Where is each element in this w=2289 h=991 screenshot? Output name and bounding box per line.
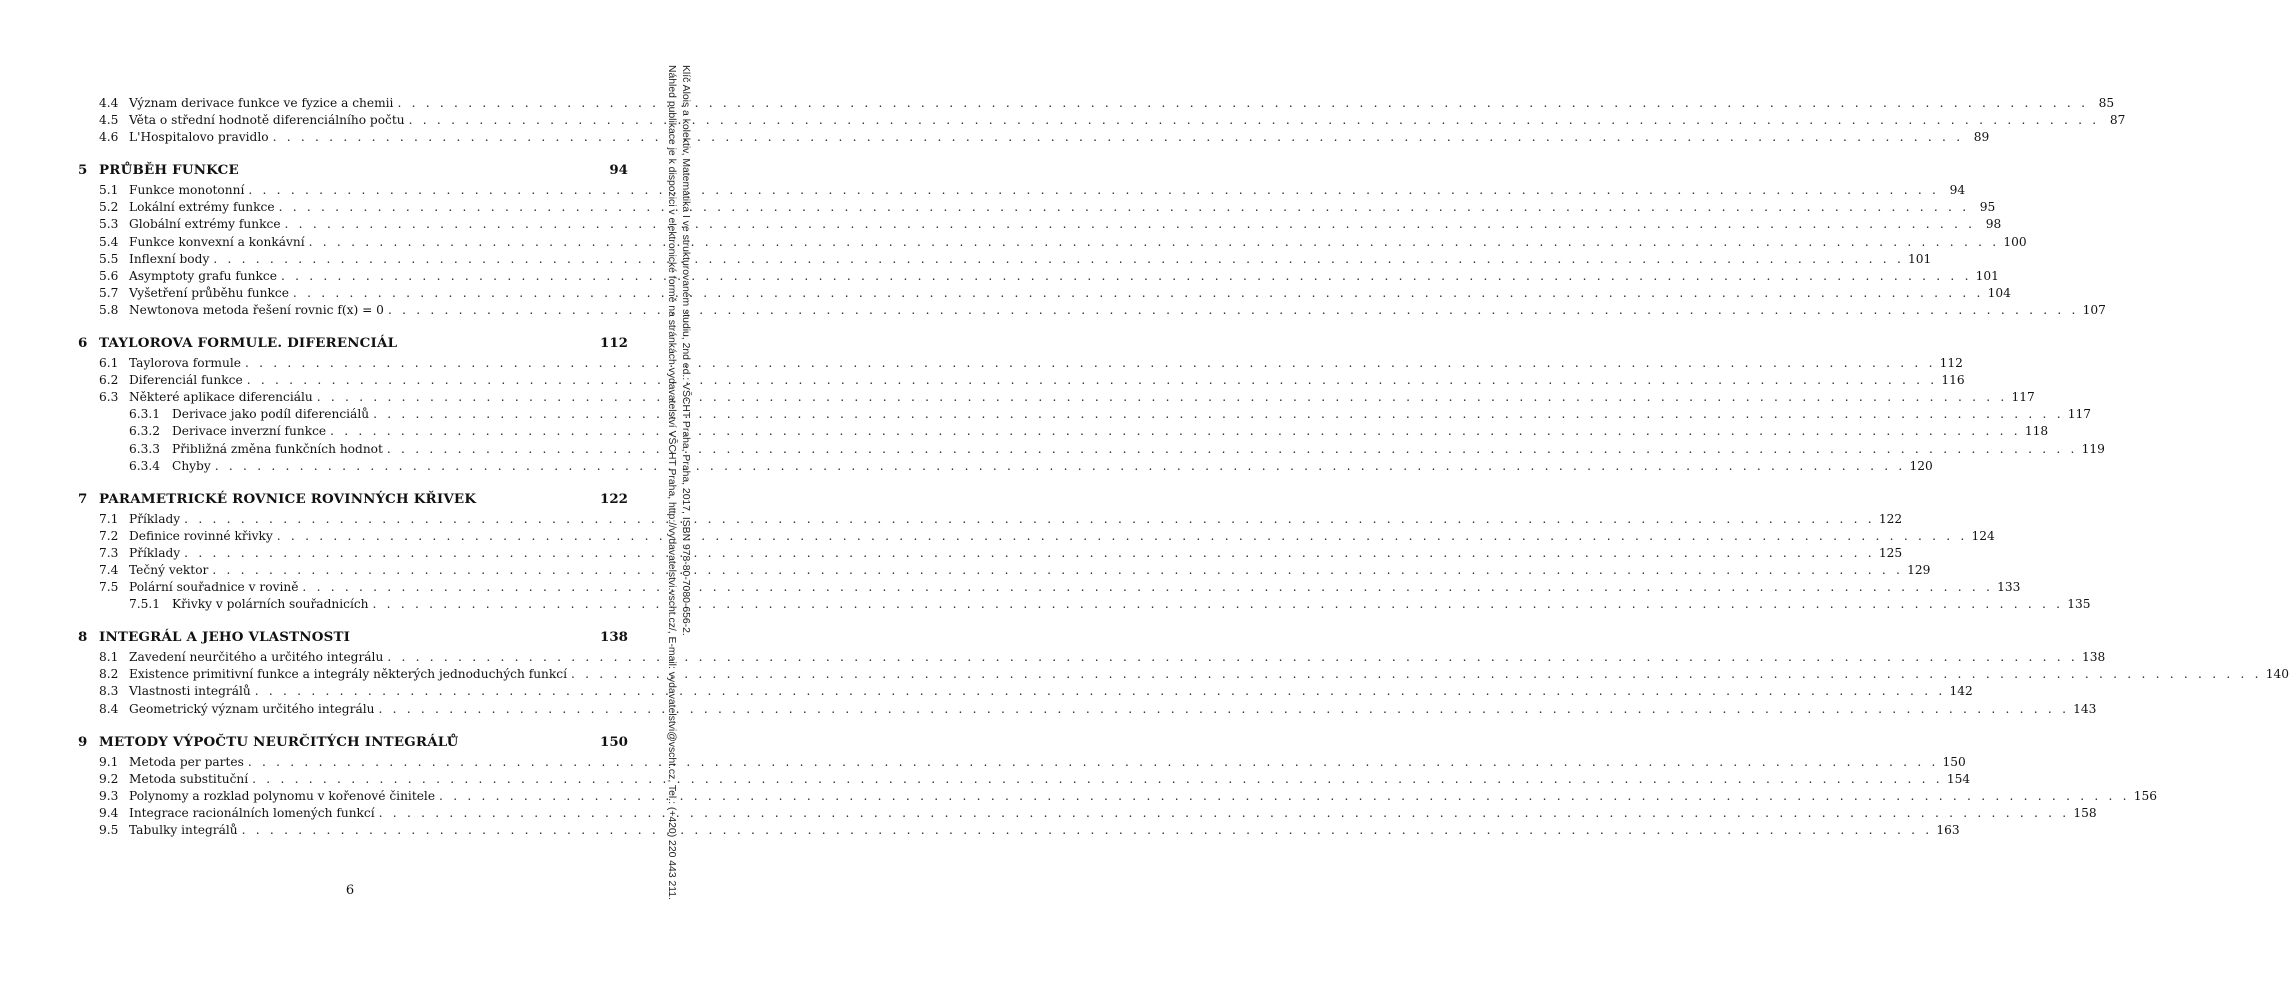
section-page: 118 bbox=[2024, 424, 2049, 439]
dot-leader: . . . . . . . . . . . . . . . . . . . . . . . . . . . . . . . . . . . . . . . . . . . . . . . . . . . . . . . . . . . . . . . . . . . . . . . . . . . . . . . . . . . . . . . . . . . . . . . . . . . . . . . . . . . . . . . . . . . . . . . . bbox=[212, 562, 1904, 577]
section-title: Asymptoty grafu funkce bbox=[129, 268, 281, 285]
chapter-title: INTEGRÁL A JEHO VLASTNOSTI bbox=[99, 629, 351, 646]
section-page: 119 bbox=[2081, 441, 2105, 456]
section-title: Inflexní body bbox=[129, 251, 213, 268]
section-page: 101 bbox=[1908, 251, 1932, 266]
section-number: 5.5 bbox=[99, 251, 119, 266]
section-title: Polynomy a rozklad polynomu v kořenové činitele bbox=[129, 788, 439, 805]
toc-section[interactable] bbox=[78, 112, 2126, 129]
section-title: Věta o střední hodnotě diferenciálního počtu bbox=[129, 112, 409, 129]
section-title: Chyby bbox=[172, 458, 215, 475]
dot-leader: . . . . . . . . . . . . . . . . . . . . . . . . . . . . . . . . . . . . . . . . . . . . . . . . . . . . . . . . . . . . . . . . . . . . . . . . . . . . . . . . . . . . . . . . . . . . . . . . . . . . . . . . . . . . . . . . . . . . . . . . bbox=[284, 217, 1976, 232]
section-title: Newtonova metoda řešení rovnic f(x) = 0 bbox=[129, 302, 388, 319]
section-number: 6.3.2 bbox=[129, 424, 161, 439]
toc-section[interactable] bbox=[78, 788, 2158, 805]
section-title: Funkce konvexní a konkávní bbox=[129, 234, 309, 251]
section-number: 4.5 bbox=[99, 113, 119, 128]
toc-section[interactable] bbox=[78, 234, 2027, 251]
chapter-heading[interactable] bbox=[78, 334, 628, 353]
section-title: Derivace inverzní funkce bbox=[172, 423, 330, 440]
section-page: 116 bbox=[1941, 373, 1965, 388]
dot-leader: . . . . . . . . . . . . . . . . . . . . . . . . . . . . . . . . . . . . . . . . . . . . . . . . . . . . . . . . . . . . . . . . . . . . . . . . . . . . . . . . . . . . . . . . . . . . . . . . . . . . . . . . . . . . . . . . . . . . . . . . bbox=[387, 650, 2079, 665]
chapter-page: 138 bbox=[600, 629, 628, 646]
section-title: Diferenciál funkce bbox=[129, 372, 247, 389]
section-page: 117 bbox=[2067, 407, 2092, 422]
section-number: 8.1 bbox=[99, 650, 119, 665]
toc-section[interactable] bbox=[78, 528, 1995, 545]
dot-leader: . . . . . . . . . . . . . . . . . . . . . . . . . . . . . . . . . . . . . . . . . . . . . . . . . . . . . . . . . . . . . . . . . . . . . . . . . . . . . . . . . . . . . . . . . . . . . . . . . . . . . . . . . . . . . . . . . . . . . . . . bbox=[408, 113, 2100, 128]
section-title: Existence primitivní funkce a integrály některých jednoduchých funkcí bbox=[129, 666, 571, 683]
chapter-title: TAYLOROVA FORMULE. DIFERENCIÁL bbox=[99, 335, 398, 352]
section-title: Příklady bbox=[129, 511, 184, 528]
dot-leader: . . . . . . . . . . . . . . . . . . . . . . . . . . . . . . . . . . . . . . . . . . . . . . . . . . . . . . . . . . . . . . . . . . . . . . . . . . . . . . . . . . . . . . . . . . . . . . . . . . . . . . . . . . . . . . . . . . . . . . . . bbox=[397, 96, 2089, 110]
section-title: Metoda per partes bbox=[129, 754, 248, 771]
section-title: Tabulky integrálů bbox=[129, 822, 242, 839]
section-number: 7.5.1 bbox=[129, 597, 161, 612]
section-number: 8.3 bbox=[99, 684, 119, 699]
dot-leader: . . . . . . . . . . . . . . . . . . . . . . . . . . . . . . . . . . . . . . . . . . . . . . . . . . . . . . . . . . . . . . . . . . . . . . . . . . . . . . . . . . . . . . . . . . . . . . . . . . . . . . . . . . . . . . . . . . . . . . . . bbox=[254, 684, 1946, 699]
toc-section[interactable] bbox=[78, 389, 2035, 406]
section-number: 5.4 bbox=[99, 234, 119, 249]
section-title: Křivky v polárních souřadnicích bbox=[172, 596, 373, 613]
dot-leader: . . . . . . . . . . . . . . . . . . . . . . . . . . . . . . . . . . . . . . . . . . . . . . . . . . . . . . . . . . . . . . . . . . . . . . . . . . . . . . . . . . . . . . . . . . . . . . . . . . . . . . . . . . . . . . . . . . . . . . . . bbox=[372, 597, 2064, 612]
toc-section[interactable] bbox=[78, 268, 1999, 285]
dot-leader: . . . . . . . . . . . . . . . . . . . . . . . . . . . . . . . . . . . . . . . . . . . . . . . . . . . . . . . . . . . . . . . . . . . . . . . . . . . . . . . . . . . . . . . . . . . . . . . . . . . . . . . . . . . . . . . . . . . . . . . . bbox=[308, 234, 2000, 249]
toc-subsection[interactable] bbox=[78, 423, 2049, 440]
dot-leader: . . . . . . . . . . . . . . . . . . . . . . . . . . . . . . . . . . . . . . . . . . . . . . . . . . . . . . . . . . . . . . . . . . . . . . . . . . . . . . . . . . . . . . . . . . . . . . . . . . . . . . . . . . . . . . . . . . . . . . . . bbox=[330, 424, 2021, 439]
section-title: Globální extrémy funkce bbox=[129, 216, 285, 233]
dot-leader: . . . . . . . . . . . . . . . . . . . . . . . . . . . . . . . . . . . . . . . . . . . . . . . . . . . . . . . . . . . . . . . . . . . . . . . . . . . . . . . . . . . . . . . . . . . . . . . . . . . . . . . . . . . . . . . . . . . . . . . . bbox=[373, 407, 2064, 422]
section-title: Tečný vektor bbox=[129, 562, 212, 579]
section-page: 104 bbox=[1987, 285, 2011, 300]
section-page: 163 bbox=[1936, 823, 1960, 837]
section-page: 150 bbox=[1942, 754, 1966, 769]
dot-leader: . . . . . . . . . . . . . . . . . . . . . . . . . . . . . . . . . . . . . . . . . . . . . . . . . . . . . . . . . . . . . . . . . . . . . . . . . . . . . . . . . . . . . . . . . . . . . . . . . . . . . . . . . . . . . . . . . . . . . . . . bbox=[571, 667, 2262, 682]
section-page: 101 bbox=[1975, 268, 1999, 283]
section-page: 154 bbox=[1946, 771, 1971, 786]
toc-section[interactable] bbox=[78, 579, 2021, 596]
section-title: Geometrický význam určitého integrálu bbox=[129, 701, 378, 718]
section-title: Vlastnosti integrálů bbox=[129, 683, 255, 700]
dot-leader: . . . . . . . . . . . . . . . . . . . . . . . . . . . . . . . . . . . . . . . . . . . . . . . . . . . . . . . . . . . . . . . . . . . . . . . . . . . . . . . . . . . . . . . . . . . . . . . . . . . . . . . . . . . . . . . . . . . . . . . . bbox=[213, 251, 1905, 266]
section-page: 135 bbox=[2067, 597, 2091, 612]
toc-section[interactable] bbox=[78, 285, 2011, 302]
toc-subsection[interactable] bbox=[78, 596, 2091, 613]
section-page: 156 bbox=[2133, 788, 2158, 803]
chapter-page: 150 bbox=[600, 733, 628, 750]
citation-line: Klíč Alois a kolektiv, Matematika I ve strukturovaném studiu, 2nd ed.: VŠCHT Praha, Praha, 2017, ISBN 978-80-7080-656-2. bbox=[680, 65, 691, 636]
chapter-page: 122 bbox=[600, 490, 628, 507]
section-number: 5.3 bbox=[99, 217, 119, 232]
dot-leader: . . . . . . . . . . . . . . . . . . . . . . . . . . . . . . . . . . . . . . . . . . . . . . . . . . . . . . . . . . . . . . . . . . . . . . . . . . . . . . . . . . . . . . . . . . . . . . . . . . . . . . . . . . . . . . . . . . . . . . . . bbox=[247, 754, 1939, 769]
dot-leader: . . . . . . . . . . . . . . . . . . . . . . . . . . . . . . . . . . . . . . . . . . . . . . . . . . . . . . . . . . . . . . . . . . . . . . . . . . . . . . . . . . . . . . . . . . . . . . . . . . . . . . . . . . . . . . . . . . . . . . . . bbox=[292, 285, 1984, 300]
section-number: 7.1 bbox=[99, 511, 119, 526]
chapter-number: 5 bbox=[78, 162, 88, 179]
chapter-number: 7 bbox=[78, 490, 88, 507]
toc-section[interactable] bbox=[78, 649, 2106, 666]
section-number: 8.2 bbox=[99, 667, 119, 682]
section-number: 7.3 bbox=[99, 545, 119, 560]
section-number: 9.4 bbox=[99, 805, 119, 820]
toc-section[interactable] bbox=[78, 666, 2289, 683]
availability-line: Náhled publikace je k dispozici v elektronické formě na stránkách vydavatelství VŠCHT Praha, http://vydavatelstvi.vscht.cz/, E-mail: vydavatelstvi@vscht.cz, Tel.: (+420) 220 443 211. bbox=[666, 65, 677, 900]
section-number: 5.8 bbox=[99, 302, 119, 317]
section-page: 107 bbox=[2082, 302, 2106, 317]
section-title: Integrace racionálních lomených funkcí bbox=[129, 805, 379, 822]
section-number: 5.2 bbox=[99, 200, 119, 215]
dot-leader: . . . . . . . . . . . . . . . . . . . . . . . . . . . . . . . . . . . . . . . . . . . . . . . . . . . . . . . . . . . . . . . . . . . . . . . . . . . . . . . . . . . . . . . . . . . . . . . . . . . . . . . . . . . . . . . . . . . . . . . . bbox=[302, 580, 1994, 595]
chapter-page: 112 bbox=[600, 335, 628, 352]
toc-subsection[interactable] bbox=[78, 441, 2105, 458]
toc-section[interactable] bbox=[78, 771, 1971, 788]
dot-leader: . . . . . . . . . . . . . . . . . . . . . . . . . . . . . . . . . . . . . . . . . . . . . . . . . . . . . . . . . . . . . . . . . . . . . . . . . . . . . . . . . . . . . . . . . . . . . . . . . . . . . . . . . . . . . . . . . . . . . . . . bbox=[280, 268, 1972, 283]
side-note bbox=[652, 65, 700, 955]
section-page: 100 bbox=[2003, 234, 2027, 249]
section-number: 7.4 bbox=[99, 562, 119, 577]
chapter-heading[interactable] bbox=[78, 628, 628, 647]
section-page: 85 bbox=[2098, 96, 2115, 110]
section-title: Definice rovinné křivky bbox=[129, 528, 277, 545]
chapter-number: 6 bbox=[78, 335, 88, 352]
section-page: 138 bbox=[2082, 650, 2106, 665]
section-page: 89 bbox=[1973, 130, 1990, 145]
chapter-title: PARAMETRICKÉ ROVNICE ROVINNÝCH KŘIVEK bbox=[99, 490, 477, 507]
toc-section[interactable] bbox=[78, 129, 1990, 146]
toc-section[interactable] bbox=[78, 805, 2097, 822]
section-page: 117 bbox=[2011, 390, 2035, 405]
section-page: 158 bbox=[2073, 805, 2097, 820]
section-number: 8.4 bbox=[99, 701, 119, 716]
dot-leader: . . . . . . . . . . . . . . . . . . . . . . . . . . . . . . . . . . . . . . . . . . . . . . . . . . . . . . . . . . . . . . . . . . . . . . . . . . . . . . . . . . . . . . . . . . . . . . . . . . . . . . . . . . . . . . . . . . . . . . . . bbox=[378, 805, 2070, 820]
section-number: 7.2 bbox=[99, 528, 119, 543]
chapter-page: 94 bbox=[609, 162, 628, 179]
section-number: 5.7 bbox=[99, 285, 119, 300]
toc-section[interactable] bbox=[78, 182, 1966, 199]
dot-leader: . . . . . . . . . . . . . . . . . . . . . . . . . . . . . . . . . . . . . . . . . . . . . . . . . . . . . . . . . . . . . . . . . . . . . . . . . . . . . . . . . . . . . . . . . . . . . . . . . . . . . . . . . . . . . . . . . . . . . . . . bbox=[214, 458, 1906, 473]
section-title: Význam derivace funkce ve fyzice a chemii bbox=[129, 95, 397, 112]
toc-section[interactable] bbox=[78, 545, 1903, 562]
section-page: 112 bbox=[1939, 356, 1963, 371]
section-page: 87 bbox=[2109, 113, 2126, 128]
section-title: Příklady bbox=[129, 545, 184, 562]
section-page: 98 bbox=[1985, 217, 2002, 232]
toc-section[interactable] bbox=[78, 822, 1960, 839]
dot-leader: . . . . . . . . . . . . . . . . . . . . . . . . . . . . . . . . . . . . . . . . . . . . . . . . . . . . . . . . . . . . . . . . . . . . . . . . . . . . . . . . . . . . . . . . . . . . . . . . . . . . . . . . . . . . . . . . . . . . . . . . bbox=[184, 511, 1875, 526]
chapter-heading[interactable] bbox=[78, 733, 628, 752]
section-number: 9.1 bbox=[99, 754, 119, 769]
section-page: 143 bbox=[2073, 701, 2097, 716]
section-page: 95 bbox=[1979, 200, 1996, 215]
dot-leader: . . . . . . . . . . . . . . . . . . . . . . . . . . . . . . . . . . . . . . . . . . . . . . . . . . . . . . . . . . . . . . . . . . . . . . . . . . . . . . . . . . . . . . . . . . . . . . . . . . . . . . . . . . . . . . . . . . . . . . . . bbox=[386, 441, 2078, 456]
toc-section[interactable] bbox=[78, 372, 1965, 389]
section-number: 6.3.3 bbox=[129, 441, 161, 456]
section-title: Vyšetření průběhu funkce bbox=[129, 285, 293, 302]
dot-leader: . . . . . . . . . . . . . . . . . . . . . . . . . . . . . . . . . . . . . . . . . . . . . . . . . . . . . . . . . . . . . . . . . . . . . . . . . . . . . . . . . . . . . . . . . . . . . . . . . . . . . . . . . . . . . . . . . . . . . . . . bbox=[276, 528, 1968, 543]
dot-leader: . . . . . . . . . . . . . . . . . . . . . . . . . . . . . . . . . . . . . . . . . . . . . . . . . . . . . . . . . . . . . . . . . . . . . . . . . . . . . . . . . . . . . . . . . . . . . . . . . . . . . . . . . . . . . . . . . . . . . . . . bbox=[246, 373, 1938, 388]
section-title: L'Hospitalovo pravidlo bbox=[129, 129, 273, 146]
page-number: 6 bbox=[345, 883, 355, 898]
section-number: 4.4 bbox=[99, 96, 119, 110]
dot-leader: . . . . . . . . . . . . . . . . . . . . . . . . . . . . . . . . . . . . . . . . . . . . . . . . . . . . . . . . . . . . . . . . . . . . . . . . . . . . . . . . . . . . . . . . . . . . . . . . . . . . . . . . . . . . . . . . . . . . . . . . bbox=[241, 823, 1933, 837]
section-page: 125 bbox=[1878, 545, 1903, 560]
section-number: 6.1 bbox=[99, 356, 119, 371]
section-number: 6.3.4 bbox=[129, 458, 161, 473]
section-page: 124 bbox=[1971, 528, 1995, 543]
section-title: Metoda substituční bbox=[129, 771, 252, 788]
section-page: 133 bbox=[1997, 580, 2021, 595]
toc-section[interactable] bbox=[78, 95, 2115, 112]
chapter-heading[interactable] bbox=[78, 490, 628, 509]
section-number: 5.6 bbox=[99, 268, 119, 283]
section-title: Taylorova formule bbox=[129, 355, 245, 372]
section-page: 94 bbox=[1949, 183, 1966, 198]
section-number: 9.3 bbox=[99, 788, 119, 803]
section-title: Některé aplikace diferenciálu bbox=[129, 389, 317, 406]
dot-leader: . . . . . . . . . . . . . . . . . . . . . . . . . . . . . . . . . . . . . . . . . . . . . . . . . . . . . . . . . . . . . . . . . . . . . . . . . . . . . . . . . . . . . . . . . . . . . . . . . . . . . . . . . . . . . . . . . . . . . . . . bbox=[248, 183, 1940, 198]
section-page: 140 bbox=[2265, 667, 2289, 682]
section-page: 129 bbox=[1907, 562, 1931, 577]
toc-section[interactable] bbox=[78, 199, 1996, 216]
toc-section[interactable] bbox=[78, 251, 1932, 268]
toc-section[interactable] bbox=[78, 355, 1963, 372]
toc-section[interactable] bbox=[78, 701, 2097, 718]
toc-subsection[interactable] bbox=[78, 406, 2092, 423]
dot-leader: . . . . . . . . . . . . . . . . . . . . . . . . . . . . . . . . . . . . . . . . . . . . . . . . . . . . . . . . . . . . . . . . . . . . . . . . . . . . . . . . . . . . . . . . . . . . . . . . . . . . . . . . . . . . . . . . . . . . . . . . bbox=[378, 701, 2070, 716]
chapter-number: 9 bbox=[78, 733, 88, 750]
section-page: 142 bbox=[1949, 684, 1973, 699]
dot-leader: . . . . . . . . . . . . . . . . . . . . . . . . . . . . . . . . . . . . . . . . . . . . . . . . . . . . . . . . . . . . . . . . . . . . . . . . . . . . . . . . . . . . . . . . . . . . . . . . . . . . . . . . . . . . . . . . . . . . . . . . bbox=[316, 390, 2008, 405]
chapter-heading[interactable] bbox=[78, 161, 628, 180]
section-page: 122 bbox=[1878, 511, 1903, 526]
dot-leader: . . . . . . . . . . . . . . . . . . . . . . . . . . . . . . . . . . . . . . . . . . . . . . . . . . . . . . . . . . . . . . . . . . . . . . . . . . . . . . . . . . . . . . . . . . . . . . . . . . . . . . . . . . . . . . . . . . . . . . . . bbox=[272, 130, 1964, 145]
dot-leader: . . . . . . . . . . . . . . . . . . . . . . . . . . . . . . . . . . . . . . . . . . . . . . . . . . . . . . . . . . . . . . . . . . . . . . . . . . . . . . . . . . . . . . . . . . . . . . . . . . . . . . . . . . . . . . . . . . . . . . . . bbox=[244, 356, 1936, 371]
section-number: 4.6 bbox=[99, 130, 119, 145]
toc-section[interactable] bbox=[78, 562, 1931, 579]
toc-section[interactable] bbox=[78, 302, 2106, 319]
section-title: Derivace jako podíl diferenciálů bbox=[172, 406, 373, 423]
section-title: Funkce monotonní bbox=[129, 182, 248, 199]
toc-section[interactable] bbox=[78, 683, 1973, 700]
toc-subsection[interactable] bbox=[78, 458, 1933, 475]
section-title: Zavedení neurčitého a určitého integrálu bbox=[129, 649, 387, 666]
chapter-number: 8 bbox=[78, 629, 88, 646]
toc-section[interactable] bbox=[78, 216, 2002, 233]
dot-leader: . . . . . . . . . . . . . . . . . . . . . . . . . . . . . . . . . . . . . . . . . . . . . . . . . . . . . . . . . . . . . . . . . . . . . . . . . . . . . . . . . . . . . . . . . . . . . . . . . . . . . . . . . . . . . . . . . . . . . . . . bbox=[252, 771, 1943, 786]
chapter-title: METODY VÝPOČTU NEURČITÝCH INTEGRÁLŮ bbox=[99, 733, 459, 750]
section-title: Lokální extrémy funkce bbox=[129, 199, 279, 216]
chapter-title: PRŮBĚH FUNKCE bbox=[99, 162, 239, 179]
dot-leader: . . . . . . . . . . . . . . . . . . . . . . . . . . . . . . . . . . . . . . . . . . . . . . . . . . . . . . . . . . . . . . . . . . . . . . . . . . . . . . . . . . . . . . . . . . . . . . . . . . . . . . . . . . . . . . . . . . . . . . . . bbox=[184, 545, 1875, 560]
section-number: 6.3 bbox=[99, 390, 119, 405]
dot-leader: . . . . . . . . . . . . . . . . . . . . . . . . . . . . . . . . . . . . . . . . . . . . . . . . . . . . . . . . . . . . . . . . . . . . . . . . . . . . . . . . . . . . . . . . . . . . . . . . . . . . . . . . . . . . . . . . . . . . . . . . bbox=[387, 302, 2079, 317]
section-number: 7.5 bbox=[99, 580, 119, 595]
dot-leader: . . . . . . . . . . . . . . . . . . . . . . . . . . . . . . . . . . . . . . . . . . . . . . . . . . . . . . . . . . . . . . . . . . . . . . . . . . . . . . . . . . . . . . . . . . . . . . . . . . . . . . . . . . . . . . . . . . . . . . . . bbox=[278, 200, 1970, 215]
toc-section[interactable] bbox=[78, 511, 1903, 528]
section-number: 6.3.1 bbox=[129, 407, 161, 422]
section-number: 5.1 bbox=[99, 183, 119, 198]
section-title: Polární souřadnice v rovině bbox=[129, 579, 302, 596]
dot-leader: . . . . . . . . . . . . . . . . . . . . . . . . . . . . . . . . . . . . . . . . . . . . . . . . . . . . . . . . . . . . . . . . . . . . . . . . . . . . . . . . . . . . . . . . . . . . . . . . . . . . . . . . . . . . . . . . . . . . . . . . bbox=[439, 788, 2130, 803]
section-number: 9.5 bbox=[99, 823, 119, 837]
toc-section[interactable] bbox=[78, 754, 1966, 771]
section-page: 120 bbox=[1909, 458, 1933, 473]
section-number: 6.2 bbox=[99, 373, 119, 388]
section-title: Přibližná změna funkčních hodnot bbox=[172, 441, 387, 458]
section-number: 9.2 bbox=[99, 771, 119, 786]
